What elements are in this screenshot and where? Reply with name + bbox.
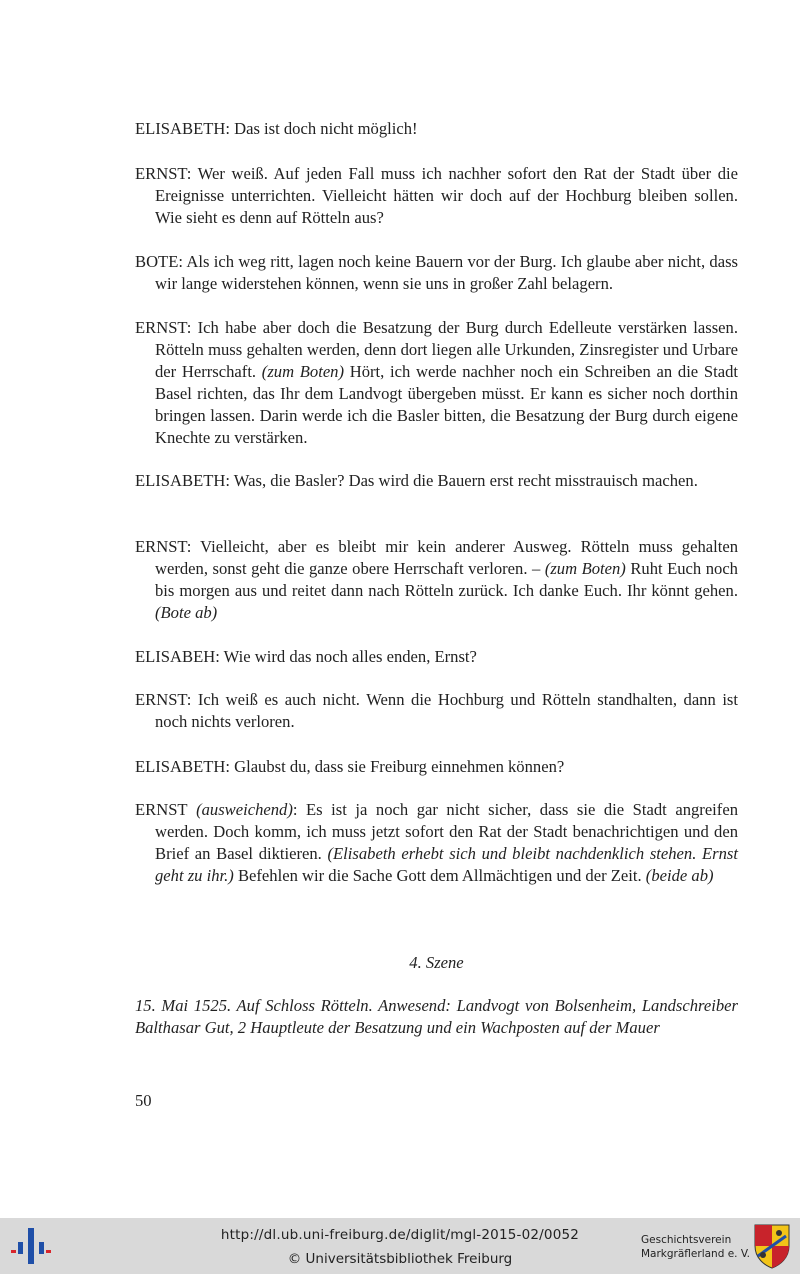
- stage-direction: (Bote ab): [155, 603, 218, 622]
- dialogue-paragraph: [135, 756, 738, 778]
- organization-line-1: Geschichtsverein: [641, 1234, 732, 1246]
- document-url-link[interactable]: http://dl.ub.uni-freiburg.de/diglit/mgl-2015-02/0052: [220, 1227, 580, 1243]
- dialogue-text: Wie wird das noch alles enden, Ernst?: [219, 647, 477, 666]
- speaker-name: ELISABETH:: [135, 119, 230, 138]
- dialogue-paragraph: [135, 470, 738, 492]
- dialogue-text: Ruht Euch noch bis morgen aus und reitet dann nach Rötteln zurück. Ich danke Euch. Ihr könnt gehen.: [155, 559, 738, 600]
- stage-direction: (ausweichend): [187, 800, 293, 819]
- scene-heading: 4. Szene: [409, 953, 464, 972]
- stage-direction: (Elisabeth erhebt sich und bleibt nachdenklich stehen. Ernst geht zu ihr.): [155, 844, 739, 885]
- stage-direction: (beide ab): [645, 866, 714, 885]
- footer-bar: [0, 1218, 800, 1274]
- speaker-name: ERNST:: [135, 318, 192, 337]
- dialogue-paragraph: [135, 163, 738, 229]
- organization-name: [641, 1233, 751, 1261]
- dialogue-text: Was, die Basler? Das wird die Bauern erst recht misstrauisch machen.: [229, 471, 698, 490]
- dialogue-text: Das ist doch nicht möglich!: [229, 119, 418, 138]
- dialogue-text: Wer weiß. Auf jeden Fall muss ich nachher sofort den Rat der Stadt über die Ereignisse unterrichten. Vielleicht hätten wir doch auf der Hochburg bleiben sollen. Wie sieht es denn auf Rötteln aus?: [155, 164, 738, 227]
- page-number: 50: [135, 1091, 152, 1110]
- coat-of-arms-icon[interactable]: [752, 1222, 792, 1270]
- speaker-name: ERNST:: [135, 690, 192, 709]
- dialogue-text: Befehlen wir die Sache Gott dem Allmächtigen und der Zeit.: [233, 866, 646, 885]
- speaker-name: ELISABEH:: [135, 647, 220, 666]
- dialogue-text: Ich weiß es auch nicht. Wenn die Hochburg und Rötteln standhalten, dann ist noch nichts verloren.: [155, 690, 738, 731]
- dialogue-paragraph: [135, 689, 738, 733]
- scene-description: 15. Mai 1525. Auf Schloss Rötteln. Anwesend: Landvogt von Bolsenheim, Landschreiber Balthasar Gut, 2 Hauptleute der Besatzung und ein Wachposten auf der Mauer: [135, 996, 738, 1037]
- dialogue-paragraph: [135, 317, 738, 449]
- dialogue-text: Vielleicht, aber es bleibt mir kein anderer Ausweg. Rötteln muss gehalten werden, sonst geht die ganze obere Herrschaft verloren. –: [155, 537, 738, 578]
- dialogue-paragraph: [135, 646, 738, 668]
- speaker-name: ELISABETH:: [135, 471, 230, 490]
- dialogue-text: Glaubst du, dass sie Freiburg einnehmen können?: [229, 757, 565, 776]
- speaker-name: ELISABETH:: [135, 757, 230, 776]
- dialogue-paragraph: [135, 251, 738, 295]
- dialogue-text: Hört, ich werde nachher noch ein Schreiben an die Stadt Basel richten, das Ihr dem Landvogt übergeben müsst. Er kann es sicher noch dorthin bringen lassen. Darin werde ich die Basler bitten, die Besatzung der Burg durch eigene Knechte zu verstärken.: [155, 362, 738, 447]
- dialogue-paragraph: [135, 799, 738, 887]
- copyright-text: © Universitätsbibliothek Freiburg: [287, 1251, 513, 1267]
- speaker-name: ERNST:: [135, 537, 192, 556]
- stage-direction: (zum Boten): [261, 362, 345, 381]
- dialogue-paragraph: [135, 118, 738, 140]
- dialogue-text: Als ich weg ritt, lagen noch keine Bauern vor der Burg. Ich glaube aber nicht, dass wir lange widerstehen können, wenn sie uns in großer Zahl belagern.: [155, 252, 738, 293]
- dialogue-text: Ich habe aber doch die Besatzung der Burg durch Edelleute verstärken lassen. Rötteln muss gehalten werden, denn dort liegen alle Urkunden, Zinsregister und Urbare der Herrschaft.: [155, 318, 738, 381]
- dialogue-text: : Es ist ja noch gar nicht sicher, dass sie die Stadt angreifen werden. Doch komm, ich muss jetzt sofort den Rat der Stadt benachrichtigen und den Brief an Basel diktieren.: [155, 800, 738, 863]
- organization-line-2: Markgräflerland e. V.: [641, 1248, 751, 1260]
- stage-direction: (zum Boten): [544, 559, 626, 578]
- speaker-name: ERNST: [135, 800, 188, 819]
- speaker-name: ERNST:: [135, 164, 192, 183]
- dialogue-paragraph: [135, 536, 738, 624]
- speaker-name: BOTE:: [135, 252, 183, 271]
